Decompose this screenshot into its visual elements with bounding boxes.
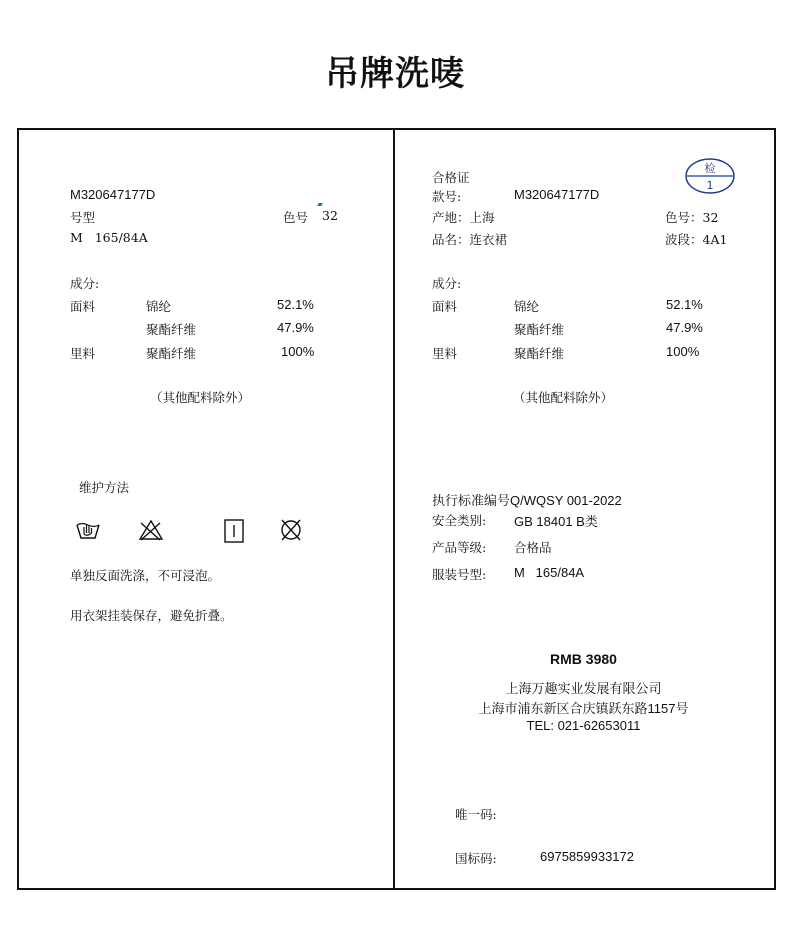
cert-title: 合格证 — [432, 170, 470, 185]
left-exclusion-note: （其他配料除外） — [150, 390, 251, 405]
stamp-top-text: 检 — [704, 162, 716, 175]
care-note-storage: 用衣架挂装保存，避免折叠。 — [70, 608, 233, 623]
barcode-label: 国标码: — [455, 851, 497, 866]
style-label: 款号: — [432, 189, 462, 204]
left-fabric-percent: 52.1% — [277, 297, 314, 312]
product-name: 品名：连衣裙 — [432, 232, 508, 247]
unique-code-label: 唯一码: — [455, 807, 497, 822]
left-lining-material: 聚酯纤维 — [146, 346, 197, 361]
left-color-label: 色号 — [283, 210, 309, 225]
wave: 波段：4A1 — [665, 232, 728, 247]
do-not-bleach-icon — [138, 518, 164, 542]
left-fabric-material: 聚酯纤维 — [146, 322, 197, 337]
left-fabric-material: 锦纶 — [146, 299, 172, 314]
left-size-label: 号型 — [70, 210, 96, 225]
standard-number: 执行标准编号Q/WQSY 001-2022 — [432, 493, 622, 508]
left-fabric-percent: 47.9% — [277, 320, 314, 335]
right-composition-label: 成分: — [432, 276, 462, 291]
grade-label: 产品等级: — [432, 540, 487, 555]
company-address: 上海市浦东新区合庆镇跃东路1157号 — [478, 701, 689, 716]
safety-label: 安全类别: — [432, 513, 487, 528]
right-fabric-material: 锦纶 — [514, 299, 540, 314]
left-style-number: M320647177D — [70, 187, 156, 202]
barcode-value: 6975859933172 — [540, 849, 634, 864]
right-lining-percent: 100% — [666, 344, 700, 359]
safety-value: GB 18401 B类 — [514, 514, 598, 529]
right-fabric-label: 面料 — [432, 299, 458, 314]
company-name: 上海万趣实业发展有限公司 — [505, 681, 662, 696]
right-lining-label: 里料 — [432, 346, 458, 361]
line-dry-icon — [223, 518, 245, 544]
left-size-value: M 165/84A — [70, 230, 148, 245]
panel-divider — [393, 128, 395, 888]
left-composition-label: 成分: — [70, 276, 100, 291]
care-title: 维护方法 — [79, 480, 130, 495]
inspection-stamp-icon — [684, 156, 736, 196]
grade-value: 合格品 — [514, 540, 552, 555]
left-lining-label: 里料 — [70, 346, 96, 361]
hand-wash-icon — [75, 518, 101, 542]
origin: 产地：上海 — [432, 210, 495, 225]
garment-size-label: 服装号型: — [432, 567, 487, 582]
left-color-value: 32 — [322, 208, 338, 223]
price: RMB 3980 — [550, 651, 617, 667]
right-fabric-material: 聚酯纤维 — [514, 322, 565, 337]
left-fabric-label: 面料 — [70, 299, 96, 314]
color: 色号：32 — [665, 210, 719, 225]
care-note-wash: 单独反面洗涤，不可浸泡。 — [70, 568, 221, 583]
page-title: 吊牌洗唛 — [325, 54, 465, 94]
right-exclusion-note: （其他配料除外） — [513, 390, 614, 405]
right-fabric-percent: 52.1% — [666, 297, 703, 312]
stamp-bottom-text: 1 — [706, 179, 714, 192]
do-not-dry-clean-icon — [279, 517, 303, 543]
left-lining-percent: 100% — [281, 344, 315, 359]
right-fabric-percent: 47.9% — [666, 320, 703, 335]
company-tel: TEL: 021-62653011 — [526, 718, 641, 733]
style-value: M320647177D — [514, 187, 600, 202]
garment-size-value: M 165/84A — [514, 565, 585, 580]
right-lining-material: 聚酯纤维 — [514, 346, 565, 361]
